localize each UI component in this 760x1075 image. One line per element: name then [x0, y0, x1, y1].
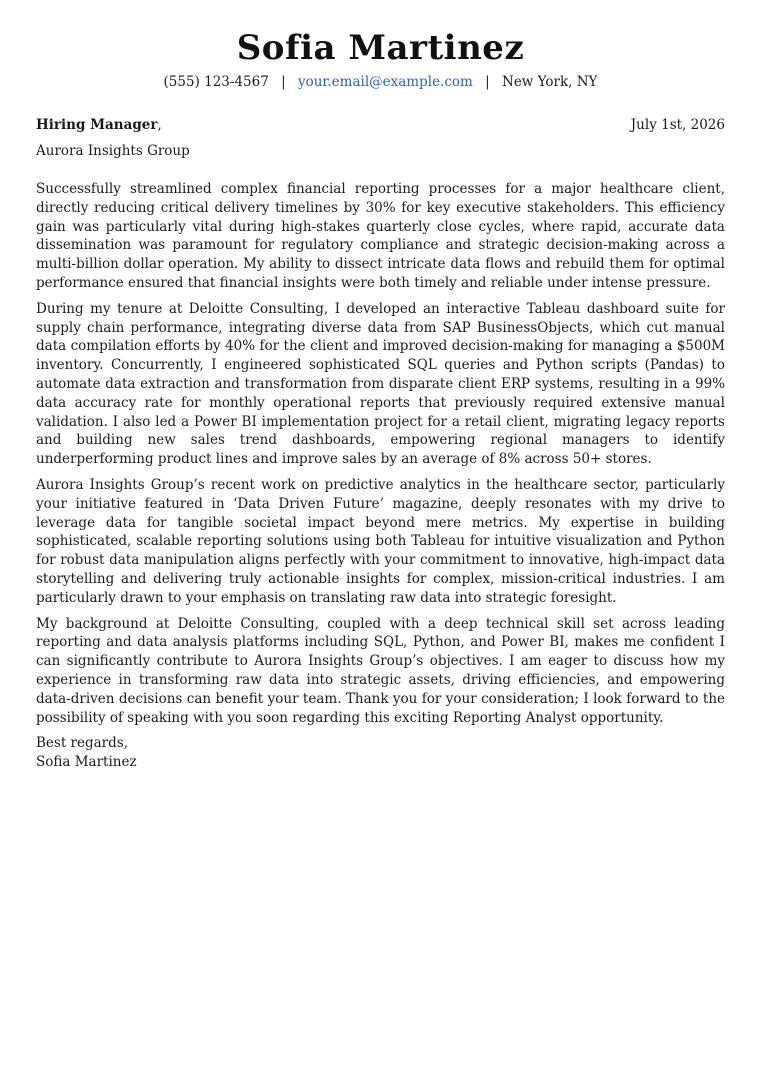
closing-block [36, 734, 725, 772]
email-link[interactable]: your.email@example.com [297, 74, 473, 90]
body-paragraph: My background at Deloitte Consulting, coupled with a deep technical skill set across leading reporting and data analysis platforms including SQL, Python, and Power BI, makes me confident I can significantly contribute to Aurora Insights Group’s objectives. I am eager to discuss how my experience in transforming raw data into strategic assets, driving efficiencies, and empowering data-driven decisions can benefit your team. Thank you for your consideration; I look forward to the possibility of speaking with you soon regarding this exciting Reporting Analyst opportunity. [36, 615, 725, 726]
cover-letter-page [36, 0, 725, 772]
recipient-date-row [36, 115, 725, 135]
body-paragraph: During my tenure at Deloitte Consulting, I developed an interactive Tableau dashboard suite for supply chain performance, integrating diverse data from SAP BusinessObjects, which cut manual data compilation efforts by 40% for the client and improved decision-making for managing a $500M inventory. Concurrently, I engineered sophisticated SQL queries and Python scripts (Pandas) to automate data extraction and transformation from disparate client ERP systems, resulting in a 99% data accuracy rate for monthly operational reports that previously required extensive manual validation. I also led a Power BI implementation project for a retail client, migrating legacy reports and building new sales trend dashboards, empowering regional managers to identify underperforming product lines and improve sales by an average of 8% across 50+ stores. [36, 300, 725, 468]
contact-separator: | [281, 74, 286, 90]
recipient-company: Aurora Insights Group [36, 143, 190, 159]
letter-date: July 1st, 2026 [630, 117, 725, 133]
contact-separator: | [485, 74, 490, 90]
closing-salutation: Best regards, [36, 735, 129, 752]
recipient-name: Hiring Manager [36, 117, 158, 133]
contact-line [36, 72, 725, 92]
signature: Sofia Martinez [36, 754, 137, 771]
letter-body [36, 180, 725, 727]
body-paragraph: Aurora Insights Group’s recent work on predictive analytics in the healthcare sector, particularly your initiative featured in ‘Data Driven Future’ magazine, deeply resonates with my drive to leverage data for tangible societal impact beyond mere metrics. My expertise in building sophisticated, scalable reporting solutions using both Tableau for intuitive visualization and Python for robust data manipulation aligns perfectly with your commitment to innovative, high-impact data storytelling and delivering truly actionable insights for complex, mission-critical industries. I am particularly drawn to your emphasis on translating raw data into strategic foresight. [36, 476, 725, 606]
recipient-line [36, 115, 162, 135]
phone-number: (555) 123-4567 [163, 74, 269, 90]
applicant-name: Sofia Martinez [236, 28, 525, 68]
body-paragraph: Successfully streamlined complex financial reporting processes for a major healthcare client, directly reducing critical delivery timelines by 30% for key executive stakeholders. This efficiency gain was particularly vital during high-stakes quarterly close cycles, where rapid, accurate data dissemination was paramount for regulatory compliance and strategic decision-making across a multi-billion dollar operation. My ability to dissect intricate data flows and rebuild them for optimal performance ensured that financial insights were both timely and reliable under intense pressure. [36, 181, 725, 291]
location: New York, NY [502, 74, 598, 90]
recipient-comma: , [157, 117, 162, 133]
